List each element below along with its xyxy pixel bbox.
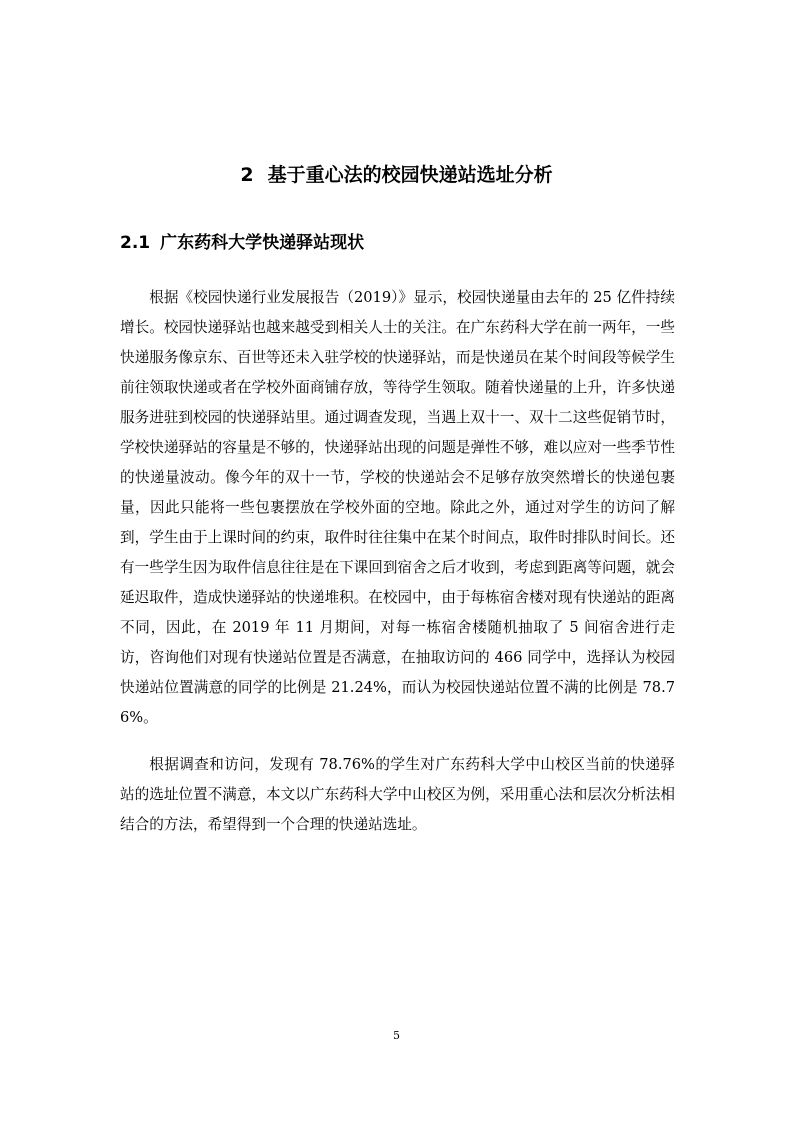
page-number: 5	[393, 1029, 400, 1042]
section-heading	[120, 230, 364, 256]
chapter-number: 2	[240, 164, 254, 186]
body-paragraph: 根据调查和访问，发现有 78.76%的学生对广东药科大学中山校区当前的快递驿站的选址位置不满意，本文以广东药科大学中山校区为例，采用重心法和层次分析法相结合的方法，希望得到一个合理的快递站选址。	[120, 756, 675, 833]
section-number: 2.1	[120, 233, 151, 253]
chapter-title: 基于重心法的校园快递站选址分析	[267, 164, 553, 186]
body-paragraph: 根据《校园快递行业发展报告（2019）》显示，校园快递量由去年的 25 亿件持续增长。校园快递驿站也越来越受到相关人士的关注。在广东药科大学在前一两年，一些快递服务像京东、百世等还未入驻学校的快递驿站，而是快递员在某个时间段等候学生前往领取快递或者在学校外面商铺存放，等待学生领取。随着快递量的上升，许多快递服务进驻到校园的快递驿站里。通过调查发现，当遇上双十一、双十二这些促销节时，学校快递驿站的容量是不够的，快递驿站出现的问题是弹性不够，难以应对一些季节性的快递量波动。像今年的双十一节，学校的快递站会不足够存放突然增长的快递包裹量，因此只能将一些包裹摆放在学校外面的空地。除此之外，通过对学生的访问了解到，学生由于上课时间的约束，取件时往往集中在某个时间点，取件时排队时间长。还有一些学生因为取件信息往往是在下课回到宿舍之后才收到，考虑到距离等问题，就会延迟取件，造成快递驿站的快递堆积。在校园中，由于每栋宿舍楼对现有快递站的距离不同，因此，在 2019 年 11 月期间，对每一栋宿舍楼随机抽取了 5 间宿舍进行走访，咨询他们对现有快递站位置是否满意，在抽取访问的 466 同学中，选择认为校园快递站位置满意的同学的比例是 21.24%，而认为校园快递站位置不满的比例是 78.76%。	[120, 289, 675, 726]
chapter-heading	[0, 162, 793, 188]
section-title: 广东药科大学快递驿站现状	[160, 233, 365, 253]
